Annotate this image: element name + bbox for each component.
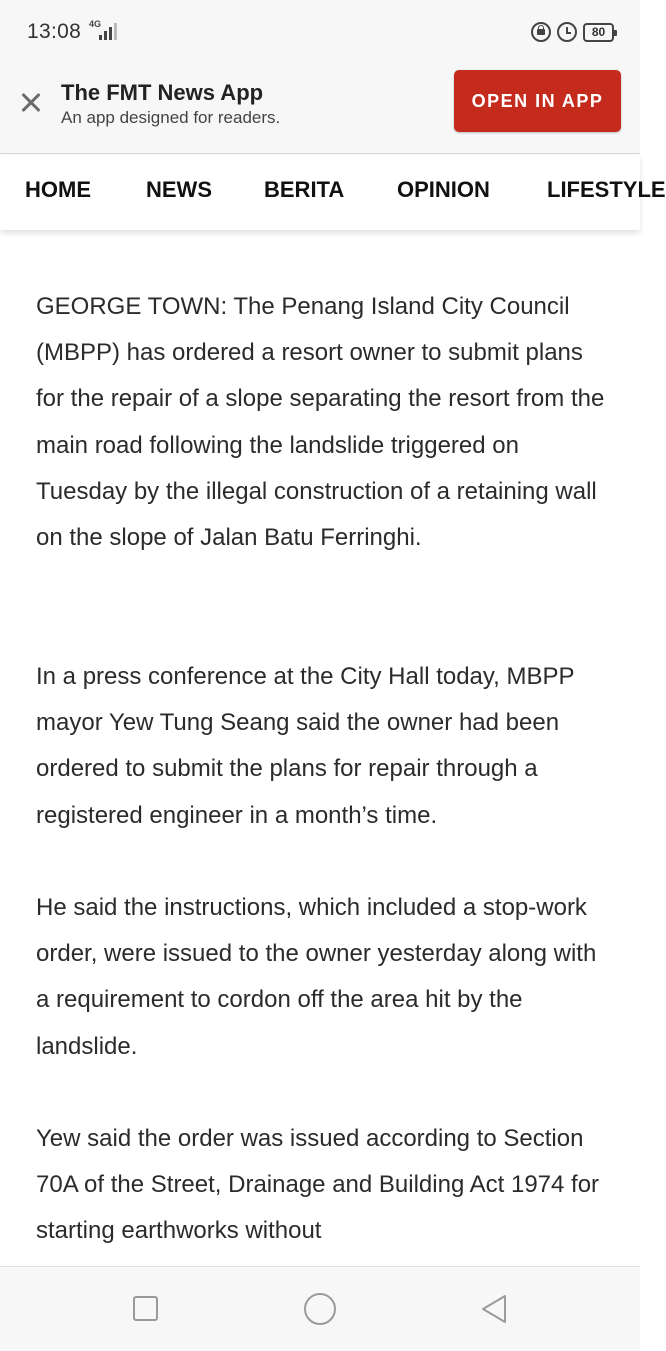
recent-apps-icon[interactable] [133, 1296, 158, 1321]
system-nav-bar [0, 1266, 640, 1351]
back-icon[interactable] [478, 1293, 510, 1325]
status-icons [531, 21, 614, 43]
nav-item-opinion[interactable]: OPINION [397, 177, 490, 202]
app-banner [0, 62, 640, 154]
article-paragraph: Yew said the order was issued according to Section 70A of the Street, Drainage and Building Act 1974 for starting earthworks without [36, 1125, 600, 1245]
status-bar [0, 0, 640, 62]
open-in-app-button[interactable]: OPEN IN APP [454, 70, 621, 132]
banner-title: The FMT News App [61, 80, 264, 105]
article-paragraph: In a press conference at the City Hall today, MBPP mayor Yew Tung Seang said the owner had been ordered to submit the plans for repair through a registered engineer in a month’s time. [36, 663, 575, 829]
home-icon[interactable] [304, 1293, 336, 1325]
nav-item-home[interactable]: HOME [25, 177, 91, 202]
banner-subtitle: An app designed for readers. [61, 108, 281, 127]
article-body [0, 230, 640, 1266]
rotation-lock-icon [531, 22, 551, 42]
close-icon[interactable] [14, 86, 48, 120]
nav-item-news[interactable]: NEWS [146, 177, 212, 202]
article-paragraph: GEORGE TOWN: The Penang Island City Council (MBPP) has ordered a resort owner to submit plans for the repair of a slope separating the resort from the main road following the landslide triggered on Tuesday by the illegal construction of a retaining wall on the slope of Jalan Batu Ferringhi. [36, 293, 605, 552]
nav-item-lifestyle[interactable]: LIFESTYLE [547, 177, 666, 202]
network-type: 4G [89, 19, 102, 29]
battery-level: 80 [591, 25, 606, 39]
article-paragraph: He said the instructions, which included a stop-work order, were issued to the owner yesterday along with a requirement to cordon off the area hit by the landslide. [36, 894, 597, 1060]
status-time: 13:08 [27, 20, 82, 43]
section-nav [0, 155, 666, 230]
battery-icon [583, 23, 614, 42]
nav-item-berita[interactable]: BERITA [264, 177, 345, 202]
signal-icon [87, 19, 121, 43]
alarm-icon [557, 22, 577, 42]
